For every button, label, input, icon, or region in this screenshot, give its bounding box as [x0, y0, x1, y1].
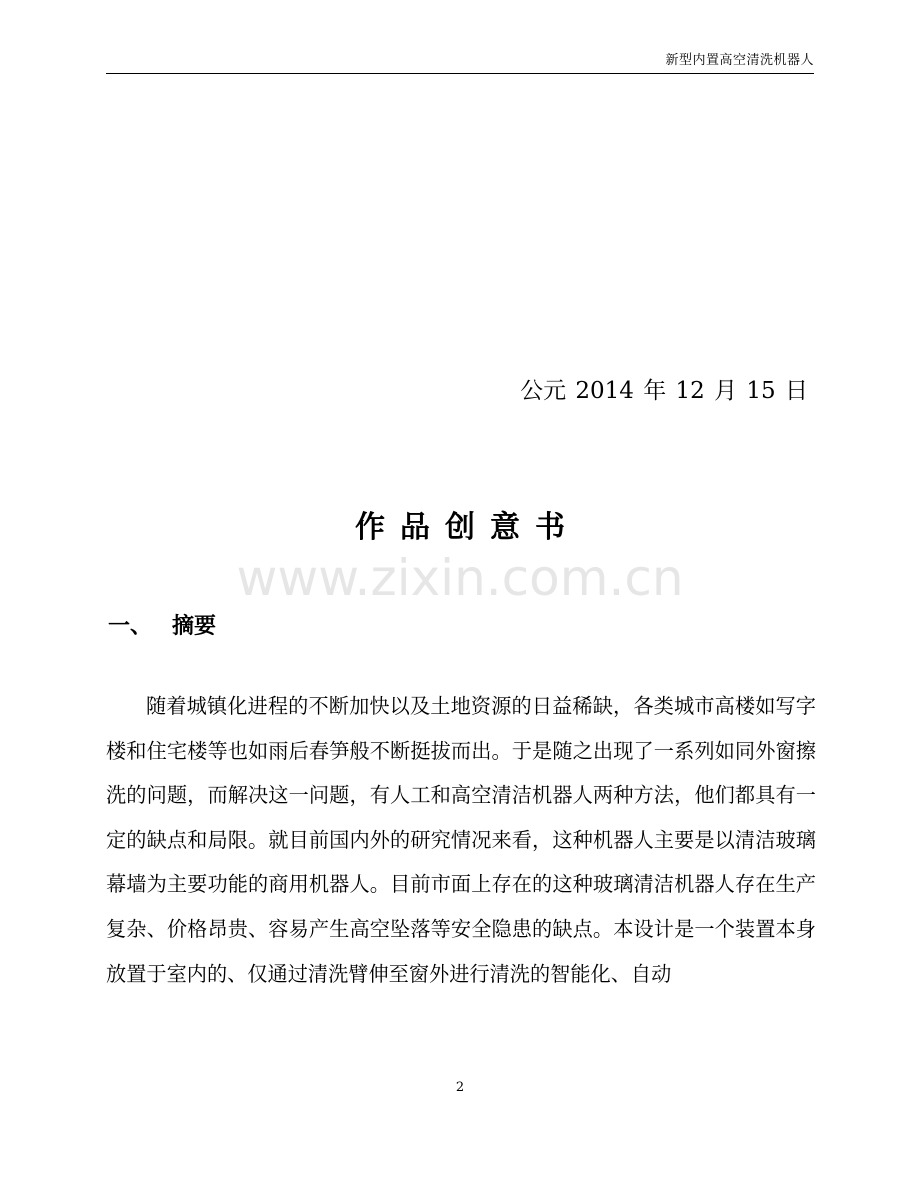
- section-number: 一、: [108, 614, 153, 639]
- document-title: 作品创意书: [355, 510, 580, 545]
- watermark: www.zixin.com.cn: [236, 549, 684, 607]
- date-line: 公元 2014 年 12 月 15 日: [520, 378, 808, 404]
- abstract-paragraph: 随着城镇化进程的不断加快以及土地资源的日益稀缺，各类城市高楼如写字楼和住宅楼等也如雨后春笋般不断挺拔而出。于是随之出现了一系列如同外窗擦洗的问题，而解决这一问题，有人工和高空清洁机器人两种方法，他们都具有一定的缺点和局限。就目前国内外的研究情况来看，这种机器人主要是以清洁玻璃幕墙为主要功能的商用机器人。目前市面上存在的这种玻璃清洁机器人存在生产复杂、价格昂贵、容易产生高空坠落等安全隐患的缺点。本设计是一个装置本身放置于室内的、仅通过清洗臂伸至窗外进行清洗的智能化、自动: [106, 694, 816, 986]
- section-heading: [108, 611, 216, 643]
- header-rule: [106, 73, 814, 74]
- running-header: 新型内置高空清洗机器人: [665, 53, 814, 68]
- section-title: 摘要: [172, 614, 217, 639]
- page-number: 2: [455, 1080, 465, 1095]
- body-text: [106, 684, 816, 996]
